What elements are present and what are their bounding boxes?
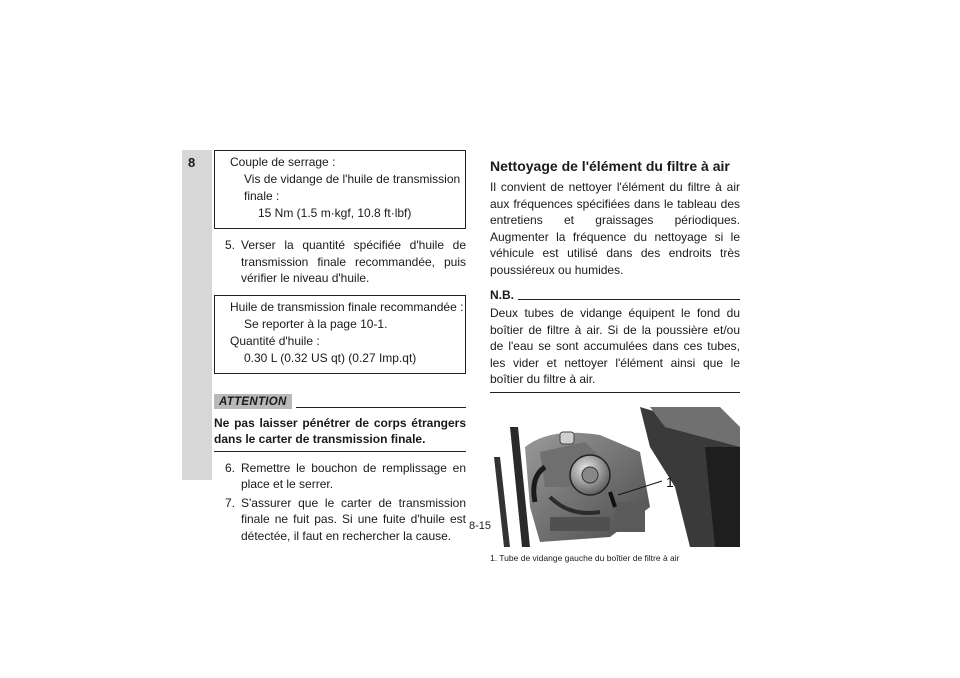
- step-7-text: S'assurer que le carter de transmission finale ne fuit pas. Si une fuite d'huile est détectée, il faut en rechercher la cause.: [241, 495, 466, 543]
- torque-title: Couple de serrage :: [230, 155, 336, 169]
- step-7: [214, 495, 466, 545]
- air-filter-photo: [490, 407, 740, 547]
- photo-caption: 1. Tube de vidange gauche du boîtier de filtre à air: [490, 552, 680, 563]
- chapter-tab: [182, 150, 212, 480]
- intro-paragraph: Il convient de nettoyer l'élément du filtre à air aux fréquences spécifiées dans le tableau des entretiens et graissages périodiques. Augmenter la fréquence du nettoyage si le véhicule est utilisé dans des endroits très poussiéreux ou humides.: [490, 180, 740, 277]
- attention-label: ATTENTION: [214, 394, 292, 409]
- section-title: Nettoyage de l'élément du filtre à air: [490, 158, 730, 174]
- torque-value: 15 Nm (1.5 m·kgf, 10.8 ft·lbf): [258, 206, 412, 220]
- page-number: 8-15: [468, 520, 492, 532]
- oil-spec-line4: 0.30 L (0.32 US qt) (0.27 Imp.qt): [244, 350, 417, 365]
- torque-item: Vis de vidange de l'huile de transmission finale :: [244, 172, 461, 203]
- step-7-number: 7.: [225, 495, 236, 510]
- attention-text: Ne pas laisser pénétrer de corps étrangers dans le carter de transmission finale.: [214, 409, 466, 452]
- left-column: [214, 150, 466, 544]
- oil-spec-box: [214, 295, 466, 374]
- nb-label: N.B.: [490, 288, 514, 302]
- engine-illustration: [490, 407, 740, 547]
- nb-header: [490, 288, 740, 302]
- right-column: [490, 150, 740, 563]
- oil-spec-line3: Quantité d'huile :: [230, 333, 320, 348]
- attention-rule: [296, 407, 466, 408]
- step-6-number: 6.: [225, 460, 236, 475]
- oil-spec-line2: Se reporter à la page 10-1.: [244, 316, 388, 331]
- step-5-number: 5.: [225, 238, 236, 252]
- step-6-text: Remettre le bouchon de remplissage en place et le serrer.: [241, 460, 466, 491]
- step-5: [214, 237, 466, 287]
- oil-spec-line1: Huile de transmission finale recommandée :: [230, 299, 464, 314]
- attention-header: [214, 394, 466, 409]
- step-6: [214, 460, 466, 493]
- chapter-number: 8: [188, 155, 196, 170]
- torque-spec-box: [214, 150, 466, 229]
- nb-rule: [518, 299, 740, 300]
- photo-callout-number: 1: [666, 473, 674, 490]
- step-5-text: Verser la quantité spécifiée d'huile de transmission finale recommandée, puis vérifier le niveau d'huile.: [241, 238, 466, 285]
- nb-text: Deux tubes de vidange équipent le fond du boîtier de filtre à air. Si de la poussière et/ou de l'eau se sont accumulées dans ces tubes, les vider et nettoyer l'élément ainsi que le boîtier du filtre à air.: [490, 302, 740, 393]
